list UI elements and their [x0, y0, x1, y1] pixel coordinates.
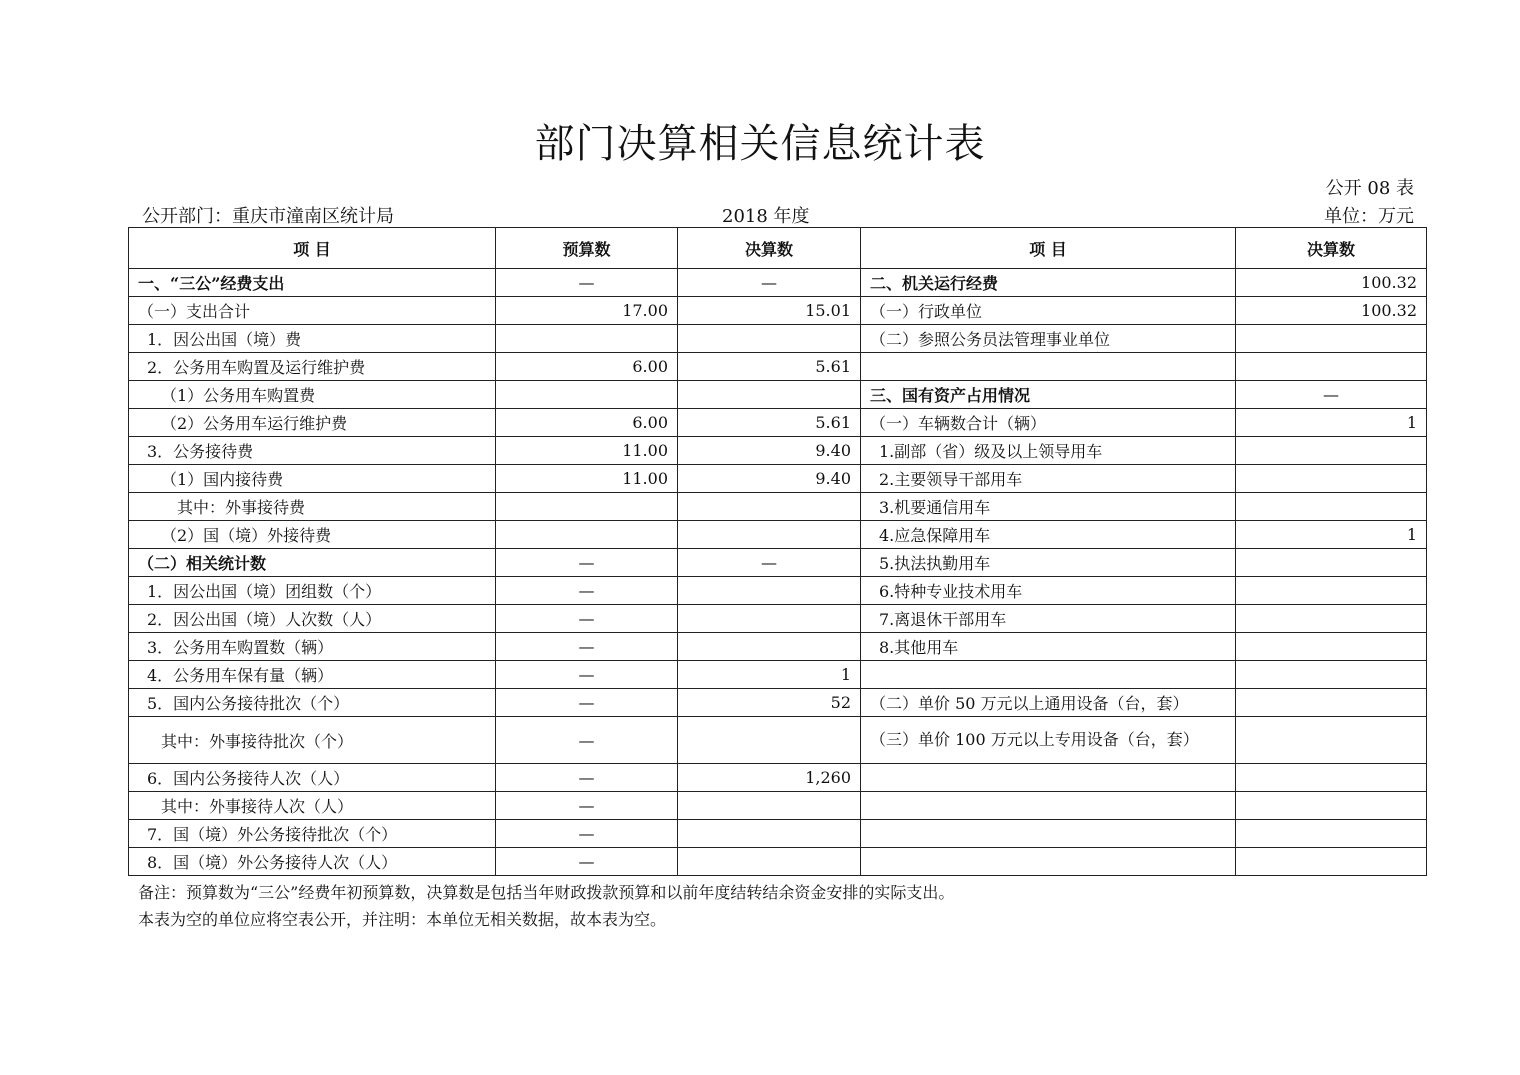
row-budget: — — [496, 764, 678, 792]
row-actual-right — [1236, 605, 1427, 633]
row-item-right — [861, 353, 1236, 381]
table-row — [129, 633, 1427, 661]
row-item-left: （二）相关统计数 — [129, 549, 496, 577]
row-budget: — — [496, 820, 678, 848]
row-actual-right — [1236, 353, 1427, 381]
row-item-right: 三、国有资产占用情况 — [861, 381, 1236, 409]
department-label: 公开部门：重庆市潼南区统计局 — [142, 206, 394, 227]
row-actual-left — [678, 493, 861, 521]
table-row — [129, 764, 1427, 792]
table-row — [129, 605, 1427, 633]
row-actual-left: 9.40 — [678, 437, 861, 465]
row-item-left: （1）公务用车购置费 — [129, 381, 496, 409]
table-row — [129, 661, 1427, 689]
row-item-left: 2．因公出国（境）人次数（人） — [129, 605, 496, 633]
row-item-right — [861, 764, 1236, 792]
row-actual-left — [678, 381, 861, 409]
row-actual-left — [678, 325, 861, 353]
row-actual-right — [1236, 549, 1427, 577]
row-budget: — — [496, 269, 678, 297]
row-budget — [496, 325, 678, 353]
row-item-right: 7.离退休干部用车 — [861, 605, 1236, 633]
row-budget: — — [496, 689, 678, 717]
row-item-right — [861, 820, 1236, 848]
row-actual-right — [1236, 792, 1427, 820]
fiscal-year: 2018 年度 — [722, 206, 810, 227]
row-item-right: 1.副部（省）级及以上领导用车 — [861, 437, 1236, 465]
unit-label: 单位：万元 — [1324, 206, 1414, 227]
row-actual-left: 1,260 — [678, 764, 861, 792]
header-actual-left: 决算数 — [678, 228, 861, 269]
row-item-right: （三）单价 100 万元以上专用设备（台，套） — [861, 717, 1236, 764]
row-actual-right — [1236, 465, 1427, 493]
row-item-right: 5.执法执勤用车 — [861, 549, 1236, 577]
row-actual-right: 1 — [1236, 521, 1427, 549]
header-actual-right: 决算数 — [1236, 228, 1427, 269]
row-item-left: （1）国内接待费 — [129, 465, 496, 493]
row-item-left: 6．国内公务接待人次（人） — [129, 764, 496, 792]
table-row — [129, 325, 1427, 353]
row-actual-right — [1236, 689, 1427, 717]
statistics-table — [128, 227, 1427, 876]
row-budget — [496, 521, 678, 549]
row-item-right: 4.应急保障用车 — [861, 521, 1236, 549]
table-row — [129, 820, 1427, 848]
row-actual-left: 1 — [678, 661, 861, 689]
row-budget — [496, 381, 678, 409]
row-item-left: 1．因公出国（境）团组数（个） — [129, 577, 496, 605]
table-row — [129, 848, 1427, 876]
row-item-left: （2）国（境）外接待费 — [129, 521, 496, 549]
row-budget: — — [496, 848, 678, 876]
table-row — [129, 493, 1427, 521]
table-row — [129, 437, 1427, 465]
table-row — [129, 381, 1427, 409]
row-actual-right — [1236, 661, 1427, 689]
row-actual-right — [1236, 820, 1427, 848]
row-actual-right — [1236, 493, 1427, 521]
row-budget: 11.00 — [496, 465, 678, 493]
row-actual-right — [1236, 633, 1427, 661]
row-actual-right — [1236, 717, 1427, 764]
row-actual-left — [678, 633, 861, 661]
row-item-left: 5．国内公务接待批次（个） — [129, 689, 496, 717]
row-actual-right — [1236, 325, 1427, 353]
row-item-right — [861, 792, 1236, 820]
table-row — [129, 521, 1427, 549]
row-item-left: 其中：外事接待费 — [129, 493, 496, 521]
row-actual-left: 5.61 — [678, 353, 861, 381]
table-header-row — [129, 228, 1427, 269]
page-title: 部门决算相关信息统计表 — [534, 121, 986, 167]
row-actual-right: 1 — [1236, 409, 1427, 437]
row-budget: 6.00 — [496, 409, 678, 437]
row-item-right: 8.其他用车 — [861, 633, 1236, 661]
row-actual-right: 100.32 — [1236, 269, 1427, 297]
row-item-right: 2.主要领导干部用车 — [861, 465, 1236, 493]
header-budget: 预算数 — [496, 228, 678, 269]
row-item-right: 二、机关运行经费 — [861, 269, 1236, 297]
header-item-left: 项 目 — [129, 228, 496, 269]
table-row — [129, 269, 1427, 297]
row-actual-left: 15.01 — [678, 297, 861, 325]
row-item-left: 其中：外事接待人次（人） — [129, 792, 496, 820]
table-row — [129, 549, 1427, 577]
row-item-left: 一、“三公”经费支出 — [129, 269, 496, 297]
table-row — [129, 717, 1427, 764]
row-actual-left — [678, 605, 861, 633]
row-item-left: 2．公务用车购置及运行维护费 — [129, 353, 496, 381]
footnote-empty-table: 本表为空的单位应将空表公开，并注明：本单位无相关数据，故本表为空。 — [138, 910, 667, 929]
row-budget: — — [496, 605, 678, 633]
row-actual-right — [1236, 848, 1427, 876]
table-row — [129, 465, 1427, 493]
row-actual-left: — — [678, 549, 861, 577]
row-actual-left — [678, 820, 861, 848]
row-budget: — — [496, 792, 678, 820]
row-item-left: 其中：外事接待批次（个） — [129, 717, 496, 764]
row-actual-right — [1236, 577, 1427, 605]
row-actual-left: — — [678, 269, 861, 297]
row-item-right: （二）单价 50 万元以上通用设备（台，套） — [861, 689, 1236, 717]
row-budget: — — [496, 661, 678, 689]
table-row — [129, 297, 1427, 325]
row-item-left: 1．因公出国（境）费 — [129, 325, 496, 353]
table-row — [129, 577, 1427, 605]
row-actual-left: 5.61 — [678, 409, 861, 437]
row-item-left: 3．公务用车购置数（辆） — [129, 633, 496, 661]
table-row — [129, 353, 1427, 381]
row-actual-left: 52 — [678, 689, 861, 717]
row-budget: — — [496, 633, 678, 661]
row-budget: — — [496, 549, 678, 577]
row-budget: — — [496, 577, 678, 605]
row-item-right: （一）车辆数合计（辆） — [861, 409, 1236, 437]
row-item-left: 3．公务接待费 — [129, 437, 496, 465]
table-row — [129, 409, 1427, 437]
row-actual-left — [678, 577, 861, 605]
row-item-right — [861, 661, 1236, 689]
row-item-left: 8．国（境）外公务接待人次（人） — [129, 848, 496, 876]
row-actual-left — [678, 717, 861, 764]
row-actual-left — [678, 521, 861, 549]
row-actual-right — [1236, 764, 1427, 792]
row-budget: 17.00 — [496, 297, 678, 325]
row-item-right: （二）参照公务员法管理事业单位 — [861, 325, 1236, 353]
row-item-right: （一）行政单位 — [861, 297, 1236, 325]
row-actual-left — [678, 792, 861, 820]
row-item-right: 3.机要通信用车 — [861, 493, 1236, 521]
row-budget: — — [496, 717, 678, 764]
row-item-left: （一）支出合计 — [129, 297, 496, 325]
row-budget: 11.00 — [496, 437, 678, 465]
row-actual-right: — — [1236, 381, 1427, 409]
row-item-right: 6.特种专业技术用车 — [861, 577, 1236, 605]
row-item-left: （2）公务用车运行维护费 — [129, 409, 496, 437]
row-item-right — [861, 848, 1236, 876]
row-item-left: 4．公务用车保有量（辆） — [129, 661, 496, 689]
row-actual-right — [1236, 437, 1427, 465]
row-actual-right: 100.32 — [1236, 297, 1427, 325]
table-row — [129, 792, 1427, 820]
row-actual-left: 9.40 — [678, 465, 861, 493]
row-budget — [496, 493, 678, 521]
row-budget: 6.00 — [496, 353, 678, 381]
footnote-remark: 备注：预算数为“三公”经费年初预算数，决算数是包括当年财政拨款预算和以前年度结转结余资金安排的实际支出。 — [138, 883, 955, 902]
row-actual-left — [678, 848, 861, 876]
form-number: 公开 08 表 — [1325, 178, 1414, 199]
row-item-left: 7．国（境）外公务接待批次（个） — [129, 820, 496, 848]
header-item-right: 项 目 — [861, 228, 1236, 269]
table-row — [129, 689, 1427, 717]
